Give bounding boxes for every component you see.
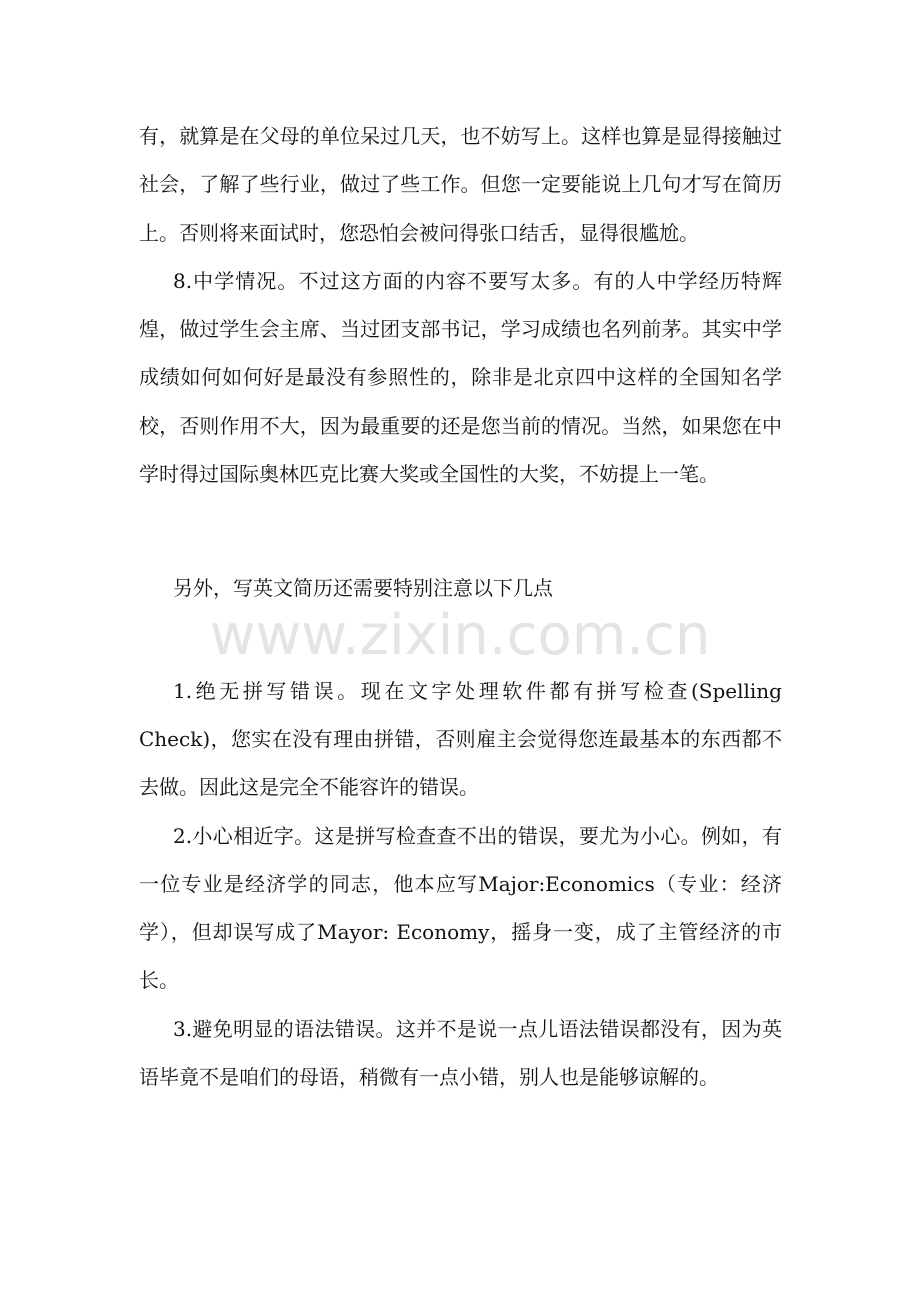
section-heading: 另外，写英文简历还需要特别注意以下几点 (173, 576, 553, 601)
paragraph-item-2: 2.小心相近字。这是拼写检查查不出的错误，要尤为小心。例如，有一位专业是经济学的同志，他本应写Major:Economics（专业：经济学），但却误写成了Mayor: Economy，摇身一变，成了主管经济的市长。 (139, 823, 782, 993)
watermark: www.zixin.com.cn (209, 603, 711, 668)
paragraph-continuation: 有，就算是在父母的单位呆过几天，也不妨写上。这样也算是显得接触过社会，了解了些行业，做过了些工作。但您一定要能说上几句才写在简历上。否则将来面试时，您恐怕会被问得张口结舌，显得很尴尬。 (139, 124, 782, 245)
paragraph-item-1: 1.绝无拼写错误。现在文字处理软件都有拼写检查(Spelling Check)，您实在没有理由拼错，否则雇主会觉得您连最基本的东西都不去做。因此这是完全不能容许的错误。 (139, 678, 782, 800)
paragraph-item-3: 3.避免明显的语法错误。这并不是说一点儿语法错误都没有，因为英语毕竟不是咱们的母语，稍微有一点小错，别人也是能够谅解的。 (139, 1016, 782, 1090)
document-body (139, 112, 782, 1101)
paragraph-item-8: 8.中学情况。不过这方面的内容不要写太多。有的人中学经历特辉煌，做过学生会主席、当过团支部书记，学习成绩也名列前茅。其实中学成绩如何如何好是最没有参照性的，除非是北京四中这样的全国知名学校，否则作用不大，因为最重要的还是您当前的情况。当然，如果您在中学时得过国际奥林匹克比赛大奖或全国性的大奖，不妨提上一笔。 (139, 268, 782, 487)
